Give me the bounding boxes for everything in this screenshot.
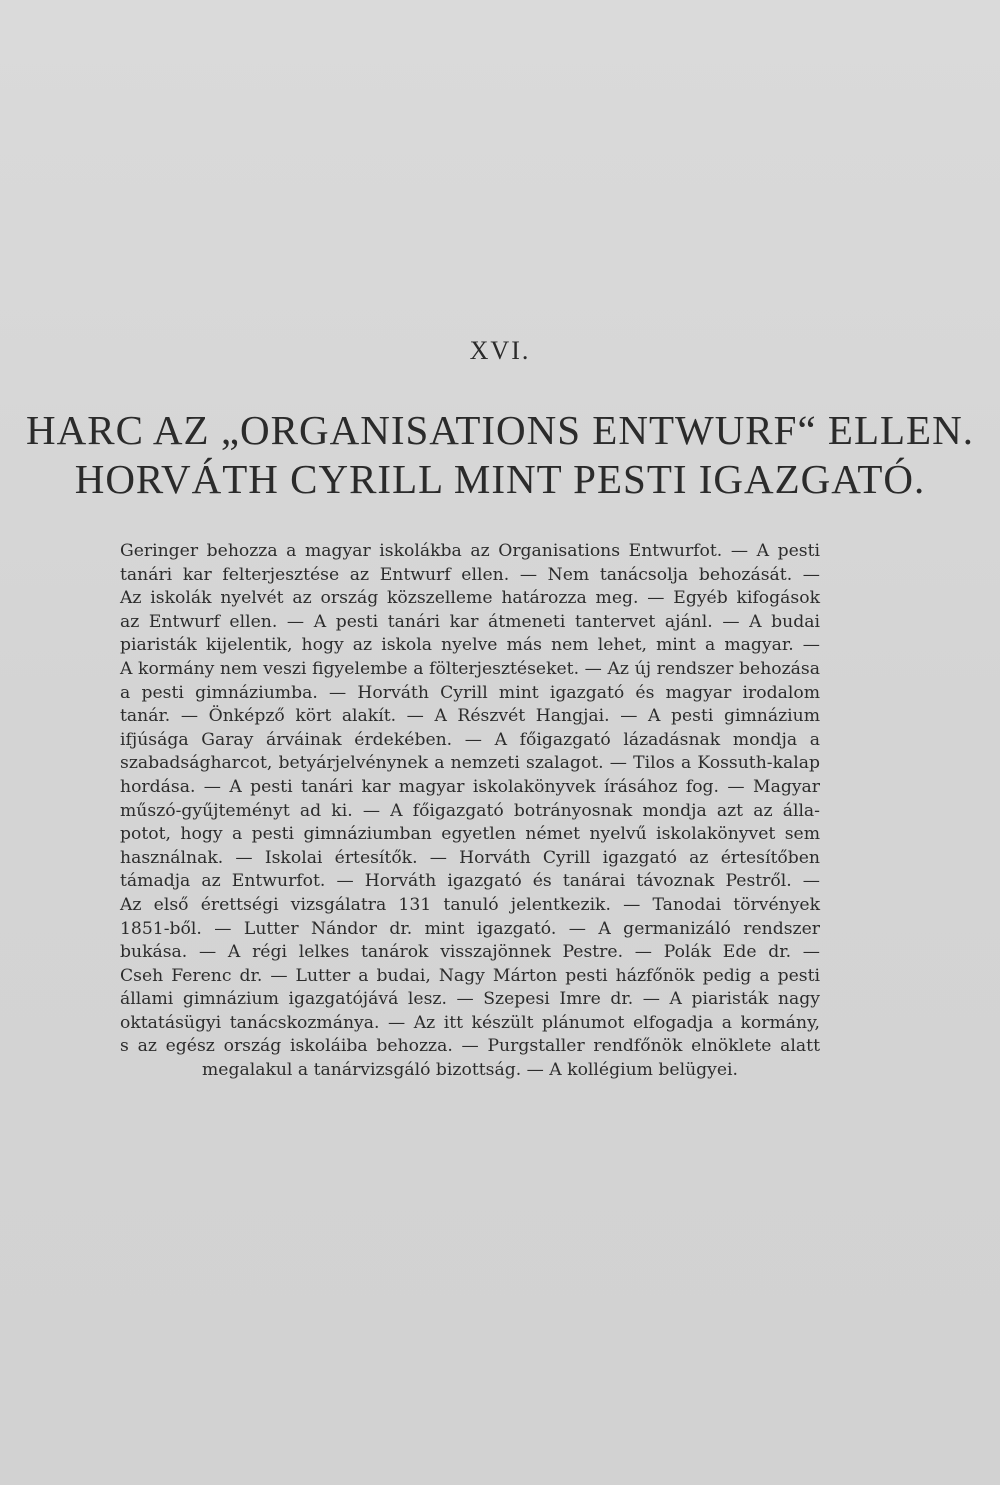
- summary-line: Az iskolák nyelvét az ország közszelleme határozza meg. — Egyéb kifogások: [120, 588, 820, 609]
- summary-line: műszó-gyűjteményt ad ki. — A főigazgató botrányosnak mondja azt az álla-: [120, 800, 820, 821]
- chapter-title-line-2: HORVÁTH CYRILL MINT PESTI IGAZGATÓ.: [74, 456, 926, 502]
- summary-line: bukása. — A régi lelkes tanárok visszajönnek Pestre. — Polák Ede dr. —: [120, 942, 820, 963]
- summary-line: Geringer behozza a magyar iskolákba az Organisations Entwurfot. — A pesti: [120, 541, 820, 561]
- summary-line: hordása. — A pesti tanári kar magyar iskolakönyvek írásához fog. — Magyar: [120, 776, 820, 797]
- summary-line: megalakul a tanárvizsgáló bizottság. — A kollégium belügyei.: [201, 1060, 739, 1081]
- summary-line: tanári kar felterjesztése az Entwurf ellen. — Nem tanácsolja behozását. —: [120, 564, 820, 585]
- summary-line: szabadságharcot, betyárjelvénynek a nemzeti szalagot. — Tilos a Kossuth-kalap: [120, 753, 820, 774]
- summary-line: Cseh Ferenc dr. — Lutter a budai, Nagy Márton pesti házfőnök pedig a pesti: [120, 965, 820, 986]
- summary-line: állami gimnázium igazgatójává lesz. — Szepesi Imre dr. — A piaristák nagy: [120, 989, 820, 1010]
- chapter-title-line-1: HARC AZ „ORGANISATIONS ENTWURF“ ELLEN.: [26, 407, 974, 453]
- summary-line: oktatásügyi tanácskozmánya. — Az itt készült plánumot elfogadja a kormány,: [120, 1012, 820, 1033]
- summary-line: az Entwurf ellen. — A pesti tanári kar átmeneti tantervet ajánl. — A budai: [120, 611, 820, 632]
- summary-line: Az első érettségi vizsgálatra 131 tanuló jelentkezik. — Tanodai törvények: [120, 894, 820, 915]
- summary-line: A kormány nem veszi figyelembe a fölterjesztéseket. — Az új rendszer behozása: [120, 658, 820, 679]
- chapter-number: XVI.: [469, 336, 531, 365]
- summary-line: a pesti gimnáziumba. — Horváth Cyrill mint igazgató és magyar irodalom: [120, 682, 820, 703]
- summary-line: s az egész ország iskoláiba behozza. — Purgstaller rendfőnök elnöklete alatt: [120, 1036, 820, 1057]
- summary-line: potot, hogy a pesti gimnáziumban egyetlen német nyelvű iskolakönyvet sem: [120, 824, 820, 845]
- summary-line: piaristák kijelentik, hogy az iskola nyelve más nem lehet, mint a magyar. —: [120, 635, 820, 656]
- summary-line: 1851-ből. — Lutter Nándor dr. mint igazgató. — A germanizáló rendszer: [120, 918, 820, 939]
- summary-line: tanár. — Önképző kört alakít. — A Részvét Hangjai. — A pesti gimnázium: [120, 706, 820, 727]
- chapter-summary: [120, 540, 820, 1083]
- summary-line: ifjúsága Garay árváinak érdekében. — A főigazgató lázadásnak mondja a: [120, 729, 820, 750]
- summary-line: használnak. — Iskolai értesítők. — Horváth Cyrill igazgató az értesítőben: [120, 847, 820, 868]
- summary-line: támadja az Entwurfot. — Horváth igazgató és tanárai távoznak Pestről. —: [120, 871, 820, 892]
